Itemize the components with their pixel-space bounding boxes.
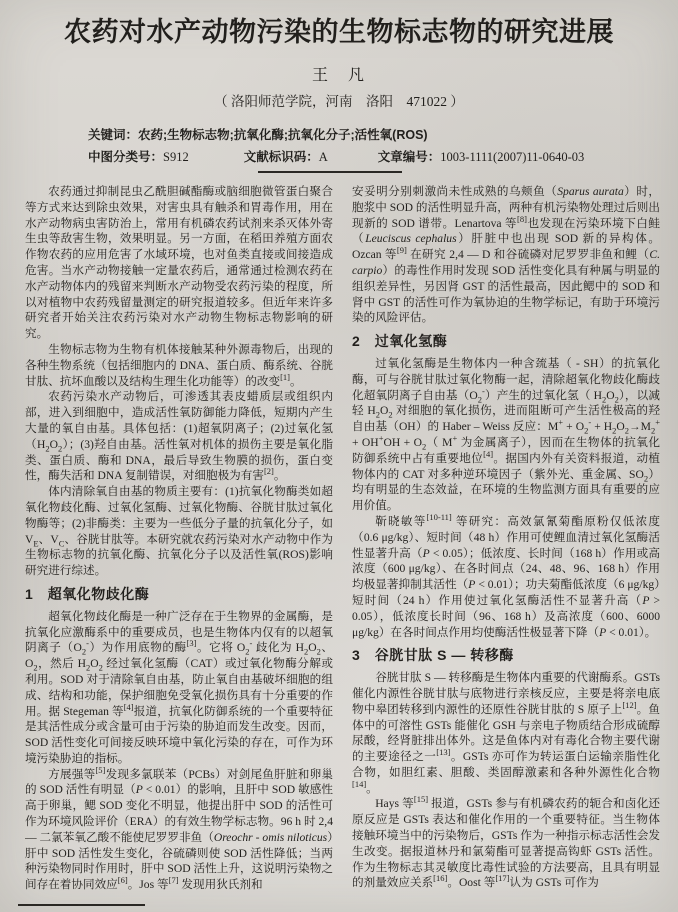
paragraph: Hays 等[15] 报道，GSTs 参与有机磷农药的轭合和卤化还原反应是 GSTs 表达和催化作用的一个重要特征。当生物体接触环境当中的污染物后，GSTs 作为一种指示标志活性会发生改变。据报道林丹和氯菊酯可显著提高钩虾 GSTs 活性。作为生物标志其灵敏度比毒性试验的方法要高，且具有明显的剂量效应关系[16]。Oost 等[17]认为 GSTs 可作为: [352, 794, 660, 890]
clc-number: 中图分类号：S912: [88, 150, 189, 164]
paragraph: 安妥明分别刺激尚未性成熟的乌颊鱼（Sparus aurata）时，胞浆中 SOD 的活性明显升高，两种有机污染物处理过后则出现新的 SOD 谱带。Lenartova 等[8]也发现在污染环境下白鲑（Leuciscus cephalus）肝脏中也出现 SOD 新的异构体。Ozcan 等[9] 在研究 2,4 — D 和谷硫磷对尼罗罗非鱼和鲤（C. carpio）的毒性作用时发现 SOD 活性变化具有种属与明显的组织差异性，另因肾 GST 的活性最高，因此鳃中的 SOD 和肾中 GST 的活性可作为氧协迫的生物学标记，有助于环境污染的风险评估。: [352, 185, 660, 325]
header-divider-rule: [258, 171, 402, 173]
author-name: 王 凡: [311, 67, 366, 84]
paper-title: 农药对水产动物污染的生物标志物的研究进展: [64, 17, 614, 47]
paragraph: 生物标志物为生物有机体接触某种外源毒物后，出现的各种生物系统（包括细胞内的 DNA、蛋白质、酶系统、谷胱甘肽、抗坏血酸以及结构生理生化功能等）的改变[1]。: [25, 342, 333, 388]
keywords-value: 农药;生物标志物;抗氧化酶;抗氧化分子;活性氧(ROS): [138, 128, 428, 142]
paragraph: 体内清除氧自由基的物质主要有：(1)抗氧化物酶类如超氧化物歧化酶、过氧化氢酶、过氧化物酶、谷胱甘肽过氧化物酶等；(2)非酶类：主要为一些低分子量的抗氧化分子，如 $V_E$、$V_C$、谷胱甘肽等。本研究就农药污染对水产动物中作为生物标志物的抗氧化酶、抗氧化分子以及活性氧(ROS)影响研究进行综述。: [25, 485, 333, 578]
paragraph: 方展强等[5]发现多氯联苯（PCBs）对剑尾鱼肝脏和卵巢的 SOD 活性有明显（P < 0.01）的影响，且肝中 SOD 敏感性高于卵巢，鳃 SOD 变化不明显，他提出肝中 SOD 的活性可作为环境风险评价（ERA）的有效生物学标志物。96 h 时 2,4 — 二氯苯氧乙酸不能使尼罗罗非鱼（Oreochr - omis niloticus）肝中 SOD 活性发生变化，谷硫磷则使 SOD 活性降低；当两种污染物同时作用时，肝中 SOD 活性上升，这说明污染物之间存在着协同效应[6]。Jos 等[7] 发现用狄氏剂和: [25, 764, 333, 892]
right-column: [352, 184, 660, 906]
paragraph: 农药通过抑制昆虫乙酰胆碱酯酶或脑细胞微管蛋白聚合等方式来达到除虫效果，对害虫具有触杀和胃毒作用，用在水产动物病虫害防治上，常用有机磷农药试剂来杀灭体外寄生虫等敌害生物，效果明显。另一方面，在稻田养殖方面农作物农药的应用危害了水域环境，也对鱼类直接或间接造成危害。当水产动物接触一定量农药后，通常通过检测农药在水产动物体内的残留来判断水产动物受农药污染的程度，所以对植物中农药残留量测定的研究报道较多。但近年来许多研究者开始关注农药污染对水产动物生物标志物影响的研究。: [25, 185, 333, 341]
article-meta-block: [88, 124, 618, 168]
left-column: [25, 184, 333, 906]
section-heading: 1 超氧化物歧化酶: [25, 585, 150, 602]
section-heading: 3 谷胱甘肽 S — 转移酶: [352, 647, 514, 664]
keywords-line: [88, 124, 618, 146]
author-affiliation: （ 洛阳师范学院，河南 洛阳 471022 ）: [214, 94, 464, 109]
keywords-label: 关键词：: [88, 128, 139, 142]
footnote-rule: [18, 904, 145, 906]
document-code: 文献标识码：A: [243, 150, 328, 164]
paragraph: 靳晓敏等[10-11] 等研究：高效氯氰菊酯原粉仅低浓度（0.6 μg/kg）、短时间（48 h）作用可使鲤血清过氧化氢酶活性显著升高（P < 0.05）；低浓度、长时间（168 h）作用或高浓度（600 μg/kg）、在各时间点（24、48、96、168 h）作用均极显著抑制其活性（P < 0.01）；功夫菊酯低浓度（6 μg/kg）短时间（24 h）作用使过氧化氢酶活性不显著升高（P > 0.05），低浓度长时间（96、168 h）及高浓度（600、6000 μg/kg）在各时间点作用均使酶活性极显著下降（P < 0.01）。: [352, 512, 660, 639]
article-body: [25, 184, 660, 906]
article-id: 文章编号：1003-1111(2007)11-0640-03: [377, 150, 585, 164]
paragraph: 超氧化物歧化酶是一种广泛存在于生物界的金属酶，是抗氧化应激酶系中的重要成员，也是生物体内仅有的以超氧阴离子$(O_2^-)$为作用底物的酶[3]。它将 $O_2^-$ 歧化为 $H_2O_2$、$O_2$，然后 $H_2O_2$ 经过氧化氢酶（CAT）或过氧化物酶分解或利用。SOD 对于清除氧自由基，防止氧自由基破坏细胞的组成、结构和功能，保护细胞免受氧化损伤具有十分重要的作用。据 Stegeman 等[4]报道，抗氧化防御系统的一个重要特征是其活性成分或含量可由于污染的胁迫而发生改变。因而，SOD 活性变化可间接反映环境中氧化污染的存在，可作为环境污染胁迫的指标。: [25, 609, 333, 765]
paragraph: 谷胱甘肽 S — 转移酶是生物体内重要的代谢酶系。GSTs 催化内源性谷胱甘肽与底物进行亲核反应，主要是将亲电底物中皋团转移到内源性的还原性谷胱甘肽的 S 原子上[12]。鱼体中的可溶性 GSTs 能催化 GSH 与亲电子物质结合形成硫醇尿酸，经肾脏排出体外。这是鱼体内对有毒化合物主要代谢的主要途径之一[13]。GSTs 亦可作为转运蛋白运输亲脂性化合物，如胆红素、胆酸、类固醇激素和各种外源性化合物[14]。: [352, 671, 660, 795]
paragraph: 过氧化氢酶是生物体内一种含巯基（ - SH）的抗氧化酶，可与谷胱甘肽过氧化物酶一起，清除超氧化物歧化酶歧化超氧阴离子自由基$(O_2^-)$产生的过氧化氢（ $H_2O_2$），以减轻 $H_2O_2$ 对细胞的氧化损伤，进而阻断可产生活性极高的羟自由基（OH）的 Haber – Weiss 反应：$M^+ + O_2^- + H_2O_2\to M_2^+ + OH^+OH + O_2$（ M+ 为金属离子），因而在生物体的抗氧化防御系统中占有重要地位[4]。据国内外有关资料报道，动植物体内的 CAT 对多种逆环境因子（紫外光、重金属、$SO_2$）均有明显的生态效益，在环境的生物监测方面具有重要的应用价值。: [352, 356, 660, 513]
classification-line: [88, 146, 618, 168]
section-heading: 2 过氧化氢酶: [352, 333, 448, 350]
paragraph: 农药污染水产动物后，可渗透其表皮蜡质层或组织内部，进入到细胞中，造成活性氧防御能力降低，短期内产生大量的氧自由基。具体包括：(1)超氧阴离子；(2)过氧化氢$(H_2O_2)$；(3)羟自由基。活性氧对机体的损伤主要是氧化脂类、蛋白质、酶和 DNA，最后导致生物膜的损伤，蛋白变性，酶失活和 DNA 复制错误，对细胞极为有害[2]。: [25, 390, 333, 483]
